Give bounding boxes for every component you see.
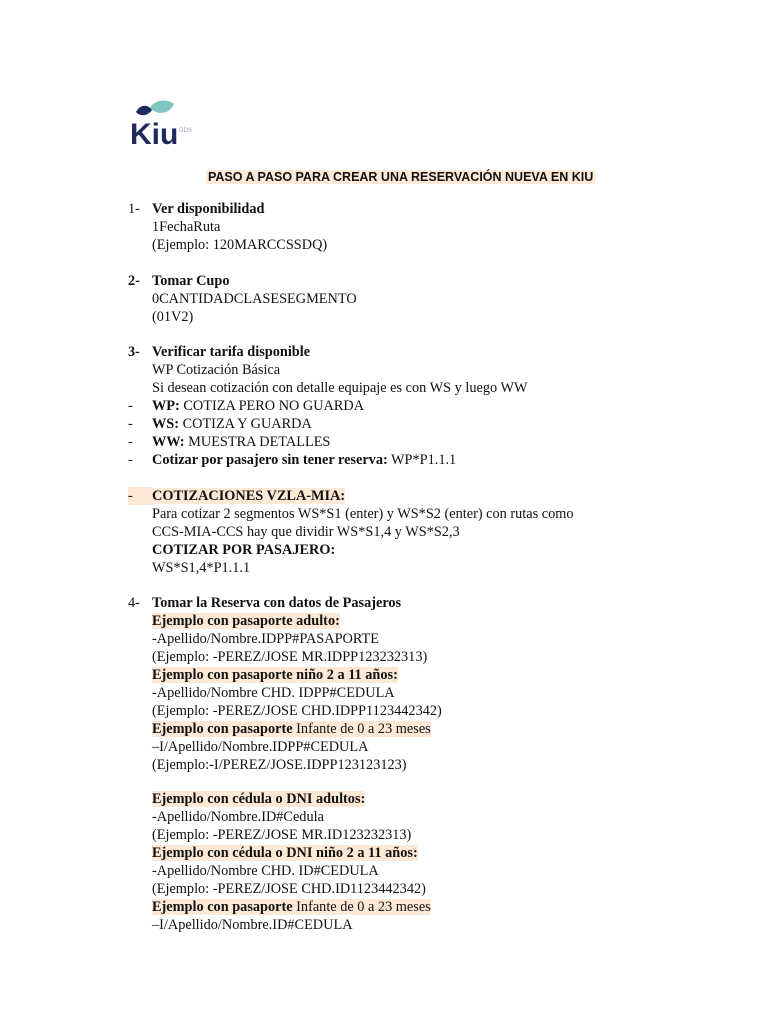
bullet-dash: - — [128, 452, 133, 468]
passport-child-label: Ejemplo con pasaporte niño 2 a 11 años: — [152, 667, 398, 683]
step-3-number: 3- — [128, 344, 140, 360]
document-title: PASO A PASO PARA CREAR UNA RESERVACIÓN NUEVA EN KIU — [208, 170, 594, 184]
kiu-logo — [130, 96, 200, 156]
step-1-number: 1- — [128, 201, 140, 217]
bullet-ws: WS: COTIZA Y GUARDA — [152, 416, 312, 432]
step-3-line-2: Si desean cotización con detalle equipaje es con WS y luego WW — [152, 380, 528, 396]
step-2-line-2: (01V2) — [152, 309, 194, 325]
step-4-number: 4- — [128, 595, 140, 611]
vzla-heading: COTIZACIONES VZLA-MIA: — [152, 488, 346, 504]
id-child-label: Ejemplo con cédula o DNI niño 2 a 11 años: — [152, 845, 418, 861]
vzla-sub-line: WS*S1,4*P1.1.1 — [152, 560, 251, 576]
step-2-heading: Tomar Cupo — [152, 273, 230, 289]
logo-gds-label: GDS — [179, 128, 193, 134]
passport-infant-example: (Ejemplo:-I/PEREZ/JOSE.IDPP123123123) — [152, 757, 407, 773]
vzla-line-1: Para cotizar 2 segmentos WS*S1 (enter) y WS*S2 (enter) con rutas como — [152, 506, 574, 522]
passport-infant-label: Ejemplo con pasaporte Infante de 0 a 23 meses — [152, 721, 431, 737]
passport-infant-format: –I/Apellido/Nombre.IDPP#CEDULA — [152, 739, 369, 755]
id-adult-format: -Apellido/Nombre.ID#Cedula — [152, 809, 324, 825]
passport-adult-example: (Ejemplo: -PEREZ/JOSE MR.IDPP123232313) — [152, 649, 428, 665]
step-1-line-1: 1FechaRuta — [152, 219, 221, 235]
vzla-line-2: CCS-MIA-CCS hay que dividir WS*S1,4 y WS*S2,3 — [152, 524, 460, 540]
passport-adult-label: Ejemplo con pasaporte adulto: — [152, 613, 340, 629]
id-infant-label: Ejemplo con pasaporte Infante de 0 a 23 meses — [152, 899, 431, 915]
step-3-line-1: WP Cotización Básica — [152, 362, 281, 378]
logo-wordmark: Kiu — [130, 118, 179, 151]
step-1-heading: Ver disponibilidad — [152, 201, 265, 217]
step-2-number: 2- — [128, 273, 140, 289]
step-3-heading: Verificar tarifa disponible — [152, 344, 311, 360]
passport-child-example: (Ejemplo: -PEREZ/JOSE CHD.IDPP1123442342) — [152, 703, 442, 719]
id-adult-example: (Ejemplo: -PEREZ/JOSE MR.ID123232313) — [152, 827, 412, 843]
passport-adult-format: -Apellido/Nombre.IDPP#PASAPORTE — [152, 631, 379, 647]
bullet-cotizar: Cotizar por pasajero sin tener reserva: WP*P1.1.1 — [152, 452, 457, 468]
bullet-dash: - — [128, 434, 133, 450]
passport-child-format: -Apellido/Nombre CHD. IDPP#CEDULA — [152, 685, 395, 701]
id-adult-label: Ejemplo con cédula o DNI adultos: — [152, 791, 366, 807]
step-4-heading: Tomar la Reserva con datos de Pasajeros — [152, 595, 402, 611]
bullet-dash: - — [128, 398, 133, 414]
step-2-line-1: 0CANTIDADCLASESEGMENTO — [152, 291, 357, 307]
bullet-wp: WP: COTIZA PERO NO GUARDA — [152, 398, 365, 414]
id-child-example: (Ejemplo: -PEREZ/JOSE CHD.ID1123442342) — [152, 881, 426, 897]
id-child-format: -Apellido/Nombre CHD. ID#CEDULA — [152, 863, 379, 879]
bullet-dash: - — [128, 416, 133, 432]
vzla-subheading: COTIZAR POR PASAJERO: — [152, 542, 336, 558]
vzla-dash: - — [128, 487, 152, 505]
bullet-ww: WW: MUESTRA DETALLES — [152, 434, 331, 450]
step-1-line-2: (Ejemplo: 120MARCCSSDQ) — [152, 237, 328, 253]
id-infant-format: –I/Apellido/Nombre.ID#CEDULA — [152, 917, 353, 933]
